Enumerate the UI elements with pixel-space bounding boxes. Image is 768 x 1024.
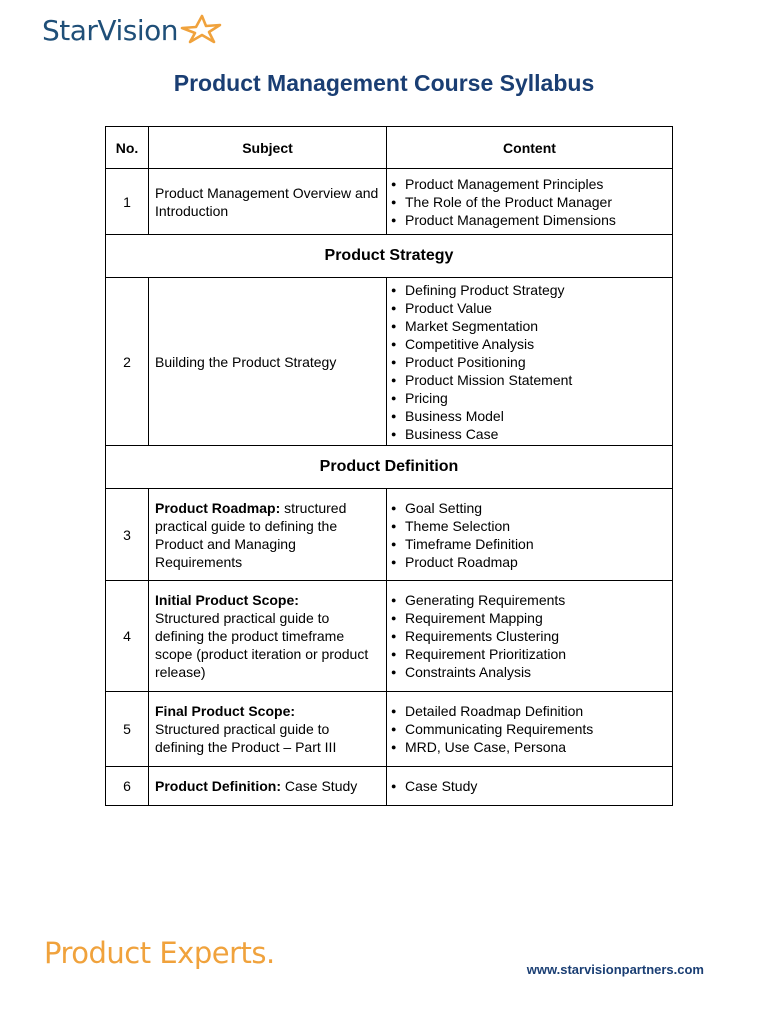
page-title: Product Management Course Syllabus	[173, 70, 595, 96]
list-item: ● Constraints Analysis	[391, 663, 668, 681]
star-logo-icon	[180, 14, 222, 44]
subject-text: Structured practical guide to defining the product timeframe scope (product iteration or product release)	[155, 610, 369, 680]
list-item: ● Goal Setting	[391, 499, 668, 517]
logo-text: StarVision	[42, 14, 178, 47]
subject-text: Case Study	[281, 778, 358, 794]
subject-bold: Final Product Scope:	[155, 703, 296, 719]
list-item: ● Competitive Analysis	[391, 335, 668, 353]
content-list	[391, 702, 668, 756]
row-content	[387, 581, 673, 692]
list-item: ● Case Study	[391, 777, 668, 795]
header-no: No.	[106, 127, 149, 169]
list-item: ● Detailed Roadmap Definition	[391, 702, 668, 720]
table-row	[106, 692, 673, 767]
row-content	[387, 767, 673, 806]
row-content	[387, 169, 673, 235]
list-item: ● Timeframe Definition	[391, 535, 668, 553]
row-number: 6	[106, 767, 149, 806]
subject-bold: Initial Product Scope:	[155, 592, 299, 608]
list-item: ● Defining Product Strategy	[391, 281, 668, 299]
subject-bold: Product Definition:	[155, 778, 281, 794]
footer-brand: Product Experts.	[44, 936, 275, 970]
row-subject	[149, 581, 387, 692]
row-number: 3	[106, 489, 149, 581]
list-item: ● Product Management Dimensions	[391, 211, 668, 229]
subject-text: Structured practical guide to defining the Product – Part III	[155, 721, 337, 755]
row-subject	[149, 278, 387, 446]
list-item: ● Communicating Requirements	[391, 720, 668, 738]
section-title: Product Strategy	[106, 235, 673, 278]
subject-bold: Product Roadmap:	[155, 499, 281, 516]
row-subject	[149, 692, 387, 767]
row-content	[387, 278, 673, 446]
list-item: ● Product Management Principles	[391, 175, 668, 193]
table-row	[106, 581, 673, 692]
starvision-logo	[42, 14, 222, 47]
row-number: 4	[106, 581, 149, 692]
website-link[interactable]: www.starvisionpartners.com	[526, 962, 704, 977]
list-item: ● Business Model	[391, 407, 668, 425]
subject-text: Building the Product Strategy	[155, 353, 337, 370]
row-number: 5	[106, 692, 149, 767]
list-item: ● The Role of the Product Manager	[391, 193, 668, 211]
list-item: ● Product Mission Statement	[391, 371, 668, 389]
content-list	[391, 591, 668, 681]
section-row	[106, 235, 673, 278]
list-item: ● Market Segmentation	[391, 317, 668, 335]
content-list	[391, 175, 668, 229]
list-item: ● MRD, Use Case, Persona	[391, 738, 668, 756]
table-row	[106, 169, 673, 235]
table-row	[106, 767, 673, 806]
list-item: ● Theme Selection	[391, 517, 668, 535]
list-item: ● Generating Requirements	[391, 591, 668, 609]
list-item: ● Product Roadmap	[391, 553, 668, 571]
row-number: 1	[106, 169, 149, 235]
content-list	[391, 777, 668, 795]
table-row	[106, 278, 673, 446]
list-item: ● Requirement Prioritization	[391, 645, 668, 663]
list-item: ● Product Value	[391, 299, 668, 317]
content-list	[391, 499, 668, 571]
table-header-row	[106, 127, 673, 169]
row-subject	[149, 489, 387, 581]
row-content	[387, 489, 673, 581]
row-number: 2	[106, 278, 149, 446]
list-item: ● Product Positioning	[391, 353, 668, 371]
content-list	[391, 281, 668, 443]
header-subject: Subject	[149, 127, 387, 169]
subject-text: Product Management Overview and Introduction	[155, 184, 379, 219]
list-item: ● Requirement Mapping	[391, 609, 668, 627]
row-subject	[149, 767, 387, 806]
syllabus-table	[105, 126, 673, 806]
list-item: ● Requirements Clustering	[391, 627, 668, 645]
section-title: Product Definition	[106, 446, 673, 489]
header-content: Content	[387, 127, 673, 169]
subject-text: structured practical guide to defining the Product and Managing Requirements	[155, 499, 347, 570]
row-content	[387, 692, 673, 767]
row-subject	[149, 169, 387, 235]
list-item: ● Pricing	[391, 389, 668, 407]
section-row	[106, 446, 673, 489]
table-row	[106, 489, 673, 581]
list-item: ● Business Case	[391, 425, 668, 443]
